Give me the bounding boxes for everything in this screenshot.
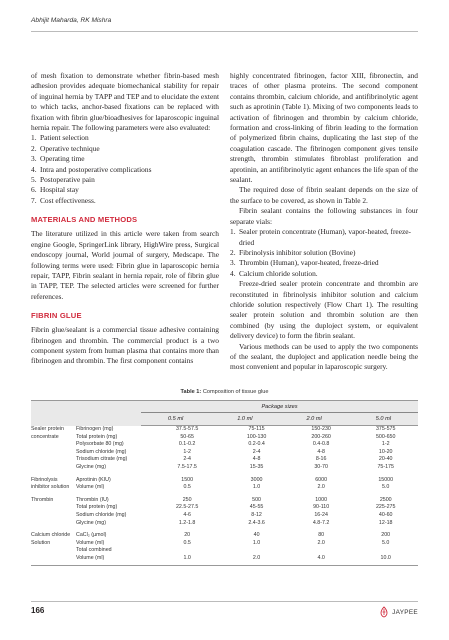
component-cell: CaCl₂ (µmol) (76, 532, 107, 539)
group-cell: Fibrinolysis (31, 476, 58, 483)
table-row (31, 477, 418, 485)
value-cell: 0.5 (183, 484, 191, 491)
vial-item-text: Calcium chloride solution. (239, 268, 318, 278)
right-column (230, 71, 418, 373)
table-row (31, 512, 418, 520)
group-cell: concentrate (31, 433, 59, 440)
value-cell: 2.0 (252, 554, 261, 561)
value-cell: 3000 (250, 476, 263, 483)
table-row (31, 464, 418, 472)
component-cell: Aprotinin (KIU) (76, 476, 111, 483)
component-cell: Volume (ml) (76, 539, 105, 546)
value-cell: 7.5-17.5 (177, 463, 197, 470)
parameter-item-text: Cost effectiveness. (40, 195, 96, 205)
value-cell: 2-4 (252, 448, 261, 455)
methods-paragraph: The literature utilized in this article were taken from search engine Google, SpringerLink library, HighWire press, Surgical endoscopy journal, World journal of surgery, Medscape. The following terms were used: Fibrin glue in laparoscopic hernia repair, TAPP, Fibrin sealant in hernia repair, role of fibrin glue in TAPP, TEP. The selected articles were screened for further references. (31, 229, 219, 301)
parameter-item-number: 4. (31, 164, 37, 174)
component-cell: Polysorbate 80 (mg) (76, 441, 124, 448)
component-cell: Total combined (76, 547, 112, 554)
value-cell: 45-55 (249, 504, 264, 511)
parameter-item-number: 3. (31, 154, 37, 164)
parameter-item (31, 154, 219, 164)
value-cell: 500 (252, 496, 261, 503)
intro-paragraph: of mesh fixation to demonstrate whether fibrin-based mesh adhesion provides adequate biomechanical stability for repair of inguinal hernia by TAPP and TEP and to elucidate the extent to which tacks, anchor-based fixations can be replaced with fixation with fibrin glue/bioadhesives for laparoscopic inguinal hernia repair. The following parameters were also evaluated: (31, 71, 219, 133)
value-cell (224, 547, 289, 555)
value-cell: 20-40 (378, 456, 393, 463)
table-caption-text: Composition of tissue glue (202, 389, 269, 395)
composition-table (31, 389, 418, 566)
table-row (31, 426, 418, 434)
value-cell: 200 (381, 532, 391, 539)
value-cell: 5.0 (382, 484, 390, 491)
value-cell: 1500 (181, 476, 194, 483)
parameter-item-text: Hospital stay (40, 185, 79, 195)
parameter-item (31, 165, 219, 175)
table-bottom-rule (31, 565, 418, 566)
vial-item (230, 227, 418, 248)
value-cell: 8-16 (315, 456, 327, 463)
value-cell: 4.8-7.2 (312, 519, 330, 526)
table-row (31, 540, 418, 548)
table-caption (31, 389, 418, 395)
value-cell: 75-115 (248, 426, 265, 432)
package-sizes-row (141, 413, 418, 426)
parameter-item (31, 185, 219, 195)
parameter-item-text: Operating time (40, 154, 85, 164)
value-cell: 4-8 (317, 448, 325, 455)
package-size-header: 1.0 ml (237, 416, 253, 422)
value-cell: 40-60 (378, 511, 393, 518)
composition-paragraph: highly concentrated fibrinogen, factor XIII, fibronectin, and traces of other plasma proteins. The second component contains thrombin, calcium chloride, and antifibrinolytic agent such as aprotinin (Table 1). Mixing of two components leads to activation of fibrinogen and thrombin by calcium chloride, formation and cross-linking of fibrin leading to the formation of polymerized fibrin chains, duplicating the last step of the coagulation cascade. The fibrinogen component gives tensile strength, thrombin stimulates fibroblast proliferation and aprotinin, an antifibrinolytic agent enhances the life span of the sealant. (230, 71, 418, 185)
value-cell: 37.5-57.5 (175, 426, 199, 432)
table-row (31, 547, 418, 555)
table-header (31, 400, 418, 426)
value-cell: 90-110 (313, 504, 330, 511)
package-sizes-header: Package sizes (141, 401, 418, 413)
value-cell: 1.2-1.8 (178, 519, 196, 526)
value-cell: 30-70 (314, 463, 328, 470)
value-cell: 250 (182, 496, 192, 503)
component-cell: Volume (ml) (76, 554, 105, 561)
vial-item-number: 3. (230, 258, 236, 268)
value-cell: 100-130 (246, 433, 267, 440)
value-cell: 4-6 (183, 511, 191, 518)
vial-item-number: 4. (230, 268, 236, 278)
package-size-header: 0.5 ml (168, 416, 184, 422)
value-cell (289, 547, 354, 555)
component-cell: Total protein (mg) (76, 433, 118, 440)
parameter-item-text: Patient selection (40, 133, 89, 143)
component-cell: Fibrinogen (mg) (76, 426, 114, 432)
value-cell (353, 547, 418, 555)
jaypee-hands-logo-icon (378, 606, 390, 618)
value-cell: 0.1-0.2 (178, 441, 196, 448)
parameter-item-number: 2. (31, 143, 37, 153)
group-cell (31, 449, 76, 457)
group-cell (31, 456, 76, 464)
group-cell: Solution (31, 539, 51, 546)
parameter-item (31, 196, 219, 206)
component-cell: Sodium chloride (mg) (76, 448, 127, 455)
value-cell: 500-650 (375, 433, 396, 440)
group-cell: Thrombin (31, 496, 54, 503)
value-cell: 20 (184, 532, 191, 539)
group-cell (31, 464, 76, 472)
vial-item (230, 248, 418, 258)
parameter-item (31, 175, 219, 185)
header-divider (31, 31, 418, 32)
value-cell: 2500 (379, 496, 392, 503)
table-row (31, 520, 418, 528)
value-cell (150, 547, 224, 555)
value-cell: 4.0 (317, 554, 325, 561)
table-row (31, 456, 418, 464)
methods-heading: MATERIALS AND METHODS (31, 215, 138, 225)
parameters-list (31, 133, 219, 206)
value-cell: 225-275 (375, 504, 396, 511)
component-cell: Glycine (mg) (76, 463, 107, 470)
value-cell: 2.4-3.6 (248, 519, 265, 526)
value-cell: 0.4-0.8 (312, 441, 330, 448)
value-cell: 200-260 (311, 433, 331, 440)
vial-item-number: 2. (230, 247, 236, 257)
value-cell: 2.0 (317, 484, 325, 491)
value-cell: 150-230 (311, 426, 331, 432)
table-caption-label: Table 1: (180, 389, 202, 395)
table-row (31, 434, 418, 442)
publisher-name: JAYPEE (392, 608, 418, 616)
component-cell: Thrombin (IU) (76, 496, 109, 503)
value-cell: 1.0 (183, 554, 191, 561)
parameter-item-number: 1. (31, 133, 37, 143)
left-column (31, 71, 219, 367)
table-row (31, 449, 418, 457)
application-paragraph: Various methods can be used to apply the two components of the sealant, the duploject and application needle being the most convenient and popular in laparoscopic surgery. (230, 341, 418, 372)
value-cell: 1-2 (183, 448, 191, 455)
parameter-item-text: Postoperative pain (40, 175, 95, 185)
running-head: Abhijit Maharda, RK Mishra (31, 17, 112, 24)
value-cell: 0.5 (183, 539, 191, 546)
value-cell: 8-12 (251, 511, 262, 518)
value-cell: 10.0 (380, 554, 391, 561)
value-cell: 1.0 (252, 539, 261, 546)
value-cell: 15000 (378, 476, 394, 483)
parameter-item (31, 133, 219, 143)
vial-item-text: Fibrinolysis inhibitor solution (Bovine) (239, 247, 356, 257)
value-cell: 75-175 (377, 463, 394, 470)
table-row (31, 555, 418, 563)
value-cell: 2-4 (183, 456, 191, 463)
value-cell: 22.5-27.5 (175, 504, 199, 511)
group-cell (31, 520, 76, 528)
table-row (31, 441, 418, 449)
value-cell: 10-20 (378, 448, 393, 455)
vial-item-text: Sealer protein concentrate (Human), vapor-heated, freeze-dried (239, 227, 411, 247)
parameter-item-number: 7. (31, 195, 37, 205)
value-cell: 0.2-0.4 (248, 441, 265, 448)
component-cell: Trisodium citrate (mg) (76, 456, 128, 463)
value-cell: 2.0 (317, 539, 325, 546)
group-cell (31, 547, 76, 555)
group-cell (31, 441, 76, 449)
vial-item-text: Thrombin (Human), vapor-heated, freeze-dried (239, 258, 379, 268)
value-cell: 4-8 (252, 456, 261, 463)
value-cell: 1000 (315, 496, 328, 503)
group-cell (31, 512, 76, 520)
vials-intro-paragraph: Fibrin sealant contains the following substances in four separate vials: (230, 206, 418, 226)
component-cell: Glycine (mg) (76, 519, 107, 526)
page-number: 166 (31, 606, 45, 615)
value-cell: 40 (253, 532, 260, 539)
vial-item-number: 1. (230, 227, 236, 237)
value-cell: 12-18 (378, 519, 393, 526)
table-row (31, 497, 418, 505)
parameter-item-number: 6. (31, 185, 37, 195)
table-row (31, 504, 418, 512)
parameter-item-text: Operative technique (40, 143, 100, 153)
value-cell: 15-35 (249, 463, 264, 470)
group-cell: inhibitor solution (31, 484, 70, 491)
parameter-item (31, 144, 219, 154)
value-cell: 1.0 (252, 484, 261, 491)
group-cell (31, 555, 76, 563)
vials-list (230, 227, 418, 279)
value-cell: 1-2 (381, 441, 390, 448)
component-cell: Total protein (mg) (76, 504, 118, 511)
dose-paragraph: The required dose of fibrin sealant depends on the size of the surface to be covered, as shown in Table 2. (230, 185, 418, 205)
package-size-header: 5.0 ml (375, 416, 391, 422)
vial-item (230, 269, 418, 279)
parameter-item-number: 5. (31, 175, 37, 185)
value-cell: 80 (318, 532, 325, 539)
publisher-logo (378, 606, 418, 618)
fibrin-glue-paragraph: Fibrin glue/sealant is a commercial tissue adhesive containing fibrinogen and thrombin. The commercial product is a two component system from human plasma that contains more than fibrinogen and thrombin. The first component contains (31, 325, 219, 366)
group-cell (31, 504, 76, 512)
component-cell: Sodium chloride (mg) (76, 511, 127, 518)
parameter-item-text: Intra and postoperative complications (40, 164, 152, 174)
vial-item (230, 258, 418, 268)
reconstitution-paragraph: Freeze-dried sealer protein concentrate and thrombin are reconstituted in fibrinolysis inhibitor solution and calcium chloride solution respectively (Flow Chart 1). The resulting sealer protein solution and thrombin solution are then combined (by using the duploject system, or equivalent delivery device) to form the fibrin sealant. (230, 279, 418, 341)
value-cell: 16-24 (314, 511, 328, 518)
group-cell: Calcium chloride (31, 532, 71, 539)
table-row (31, 532, 418, 540)
composition-table-body (31, 426, 418, 563)
value-cell: 6000 (315, 476, 328, 483)
component-cell: Volume (ml) (76, 484, 105, 491)
value-cell: 5.0 (382, 539, 390, 546)
package-size-header: 2.0 ml (306, 416, 322, 422)
group-cell: Sealer protein (31, 426, 64, 432)
value-cell: 50-65 (180, 433, 194, 440)
fibrin-glue-heading: FIBRIN GLUE (31, 311, 82, 321)
table-row (31, 484, 418, 492)
footer-divider (31, 601, 418, 602)
value-cell: 375-575 (375, 426, 396, 432)
